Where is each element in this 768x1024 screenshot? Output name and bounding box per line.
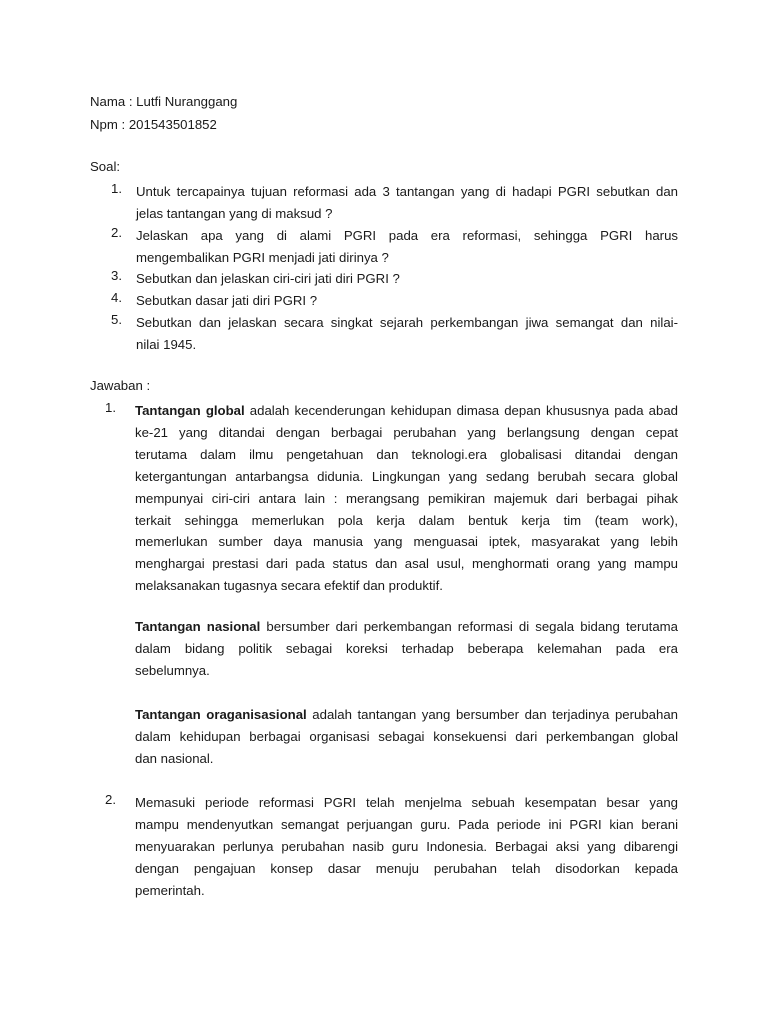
answer-line: dalam bidang politik sebagai koreksi terhadap beberapa kelemahan pada era bbox=[135, 640, 678, 656]
question-number: 3. bbox=[111, 268, 122, 283]
student-name: Nama : Lutfi Nuranggang bbox=[90, 94, 238, 109]
jawaban-label: Jawaban : bbox=[90, 378, 151, 393]
answer-line: dengan pengajuan konsep dasar menuju perubahan telah disodorkan kepada bbox=[135, 860, 678, 876]
answer-number: 1. bbox=[105, 400, 116, 415]
answer-2-text bbox=[135, 792, 678, 902]
answer-global bbox=[135, 400, 678, 597]
student-npm: Npm : 201543501852 bbox=[90, 117, 217, 132]
answer-line: dan nasional. bbox=[135, 750, 214, 766]
answer-line: pemerintah. bbox=[135, 882, 205, 898]
term-tantangan-global: Tantangan global bbox=[135, 403, 245, 418]
question-text bbox=[136, 181, 678, 224]
term-tantangan-organisasional: Tantangan oraganisasional bbox=[135, 707, 307, 722]
answer-line: memerlukan sumber daya manusia yang menguasai iptek, masyarakat yang lebih bbox=[135, 534, 678, 550]
answer-line: terkait sehingga memerlukan pola kerja dalam bentuk kerja tim (team work), bbox=[135, 512, 678, 528]
question-text bbox=[136, 225, 678, 268]
answer-line: bersumber dari perkembangan reformasi di segala bidang terutama bbox=[260, 619, 678, 634]
question-number: 1. bbox=[111, 181, 122, 196]
soal-label: Soal: bbox=[90, 159, 121, 174]
question-number: 5. bbox=[111, 312, 122, 327]
answer-organisasional bbox=[135, 704, 678, 770]
question-line: Jelaskan apa yang di alami PGRI pada era reformasi, sehingga PGRI harus bbox=[136, 228, 678, 243]
answer-line: adalah kecenderungan kehidupan dimasa depan khususnya pada abad bbox=[244, 403, 678, 418]
answer-line: sebelumnya. bbox=[135, 662, 210, 678]
question-line: Untuk tercapainya tujuan reformasi ada 3 tantangan yang di hadapi PGRI sebutkan dan bbox=[136, 184, 678, 199]
answer-line: adalah tantangan yang bersumber dan terjadinya perubahan bbox=[306, 707, 679, 722]
term-tantangan-nasional: Tantangan nasional bbox=[135, 619, 261, 634]
answer-line: Memasuki periode reformasi PGRI telah menjelma sebuah kesempatan besar yang bbox=[135, 795, 678, 810]
question-number: 2. bbox=[111, 225, 122, 240]
question-line: Sebutkan dasar jati diri PGRI ? bbox=[136, 293, 318, 308]
answer-line: dalam kehidupan berbagai organisasi sebagai konsekuensi dari perkembangan global bbox=[135, 728, 678, 744]
answer-line: menyuarakan perlunya perubahan nasib guru Indonesia. Berbagai aksi yang dibarengi bbox=[135, 838, 678, 854]
question-line: jelas tantangan yang di maksud ? bbox=[136, 205, 333, 221]
question-line: mengembalikan PGRI menjadi jati dirinya ? bbox=[136, 249, 389, 265]
answer-number: 2. bbox=[105, 792, 116, 807]
question-line: Sebutkan dan jelaskan ciri-ciri jati diri PGRI ? bbox=[136, 271, 400, 286]
answer-line: menghargai prestasi dari pada status dan asal usul, menghormati orang yang mampu bbox=[135, 556, 678, 572]
answer-line: melaksanakan tugasnya secara efektif dan produktif. bbox=[135, 578, 443, 594]
answer-line: ke-21 yang ditandai dengan berbagai perubahan yang berlangsung dengan cepat bbox=[135, 424, 678, 440]
question-line: nilai 1945. bbox=[136, 336, 197, 352]
question-number: 4. bbox=[111, 290, 122, 305]
answer-nasional bbox=[135, 616, 678, 682]
question-line: Sebutkan dan jelaskan secara singkat sejarah perkembangan jiwa semangat dan nilai- bbox=[136, 315, 678, 330]
question-text bbox=[136, 290, 678, 312]
answer-line: terutama dalam ilmu pengetahuan dan teknologi.era globalisasi ditandai dengan bbox=[135, 446, 678, 462]
answer-line: mampu mendenyutkan semangat perjuangan guru. Pada periode ini PGRI kian berani bbox=[135, 816, 678, 832]
answer-line: ketergantungan antarbangsa didunia. Lingkungan yang sedang berubah secara global bbox=[135, 468, 678, 484]
question-text bbox=[136, 268, 678, 290]
answer-line: mempunyai ciri-ciri antara lain : merangsang pemikiran majemuk dari berbagai pihak bbox=[135, 490, 678, 506]
question-text bbox=[136, 312, 678, 355]
